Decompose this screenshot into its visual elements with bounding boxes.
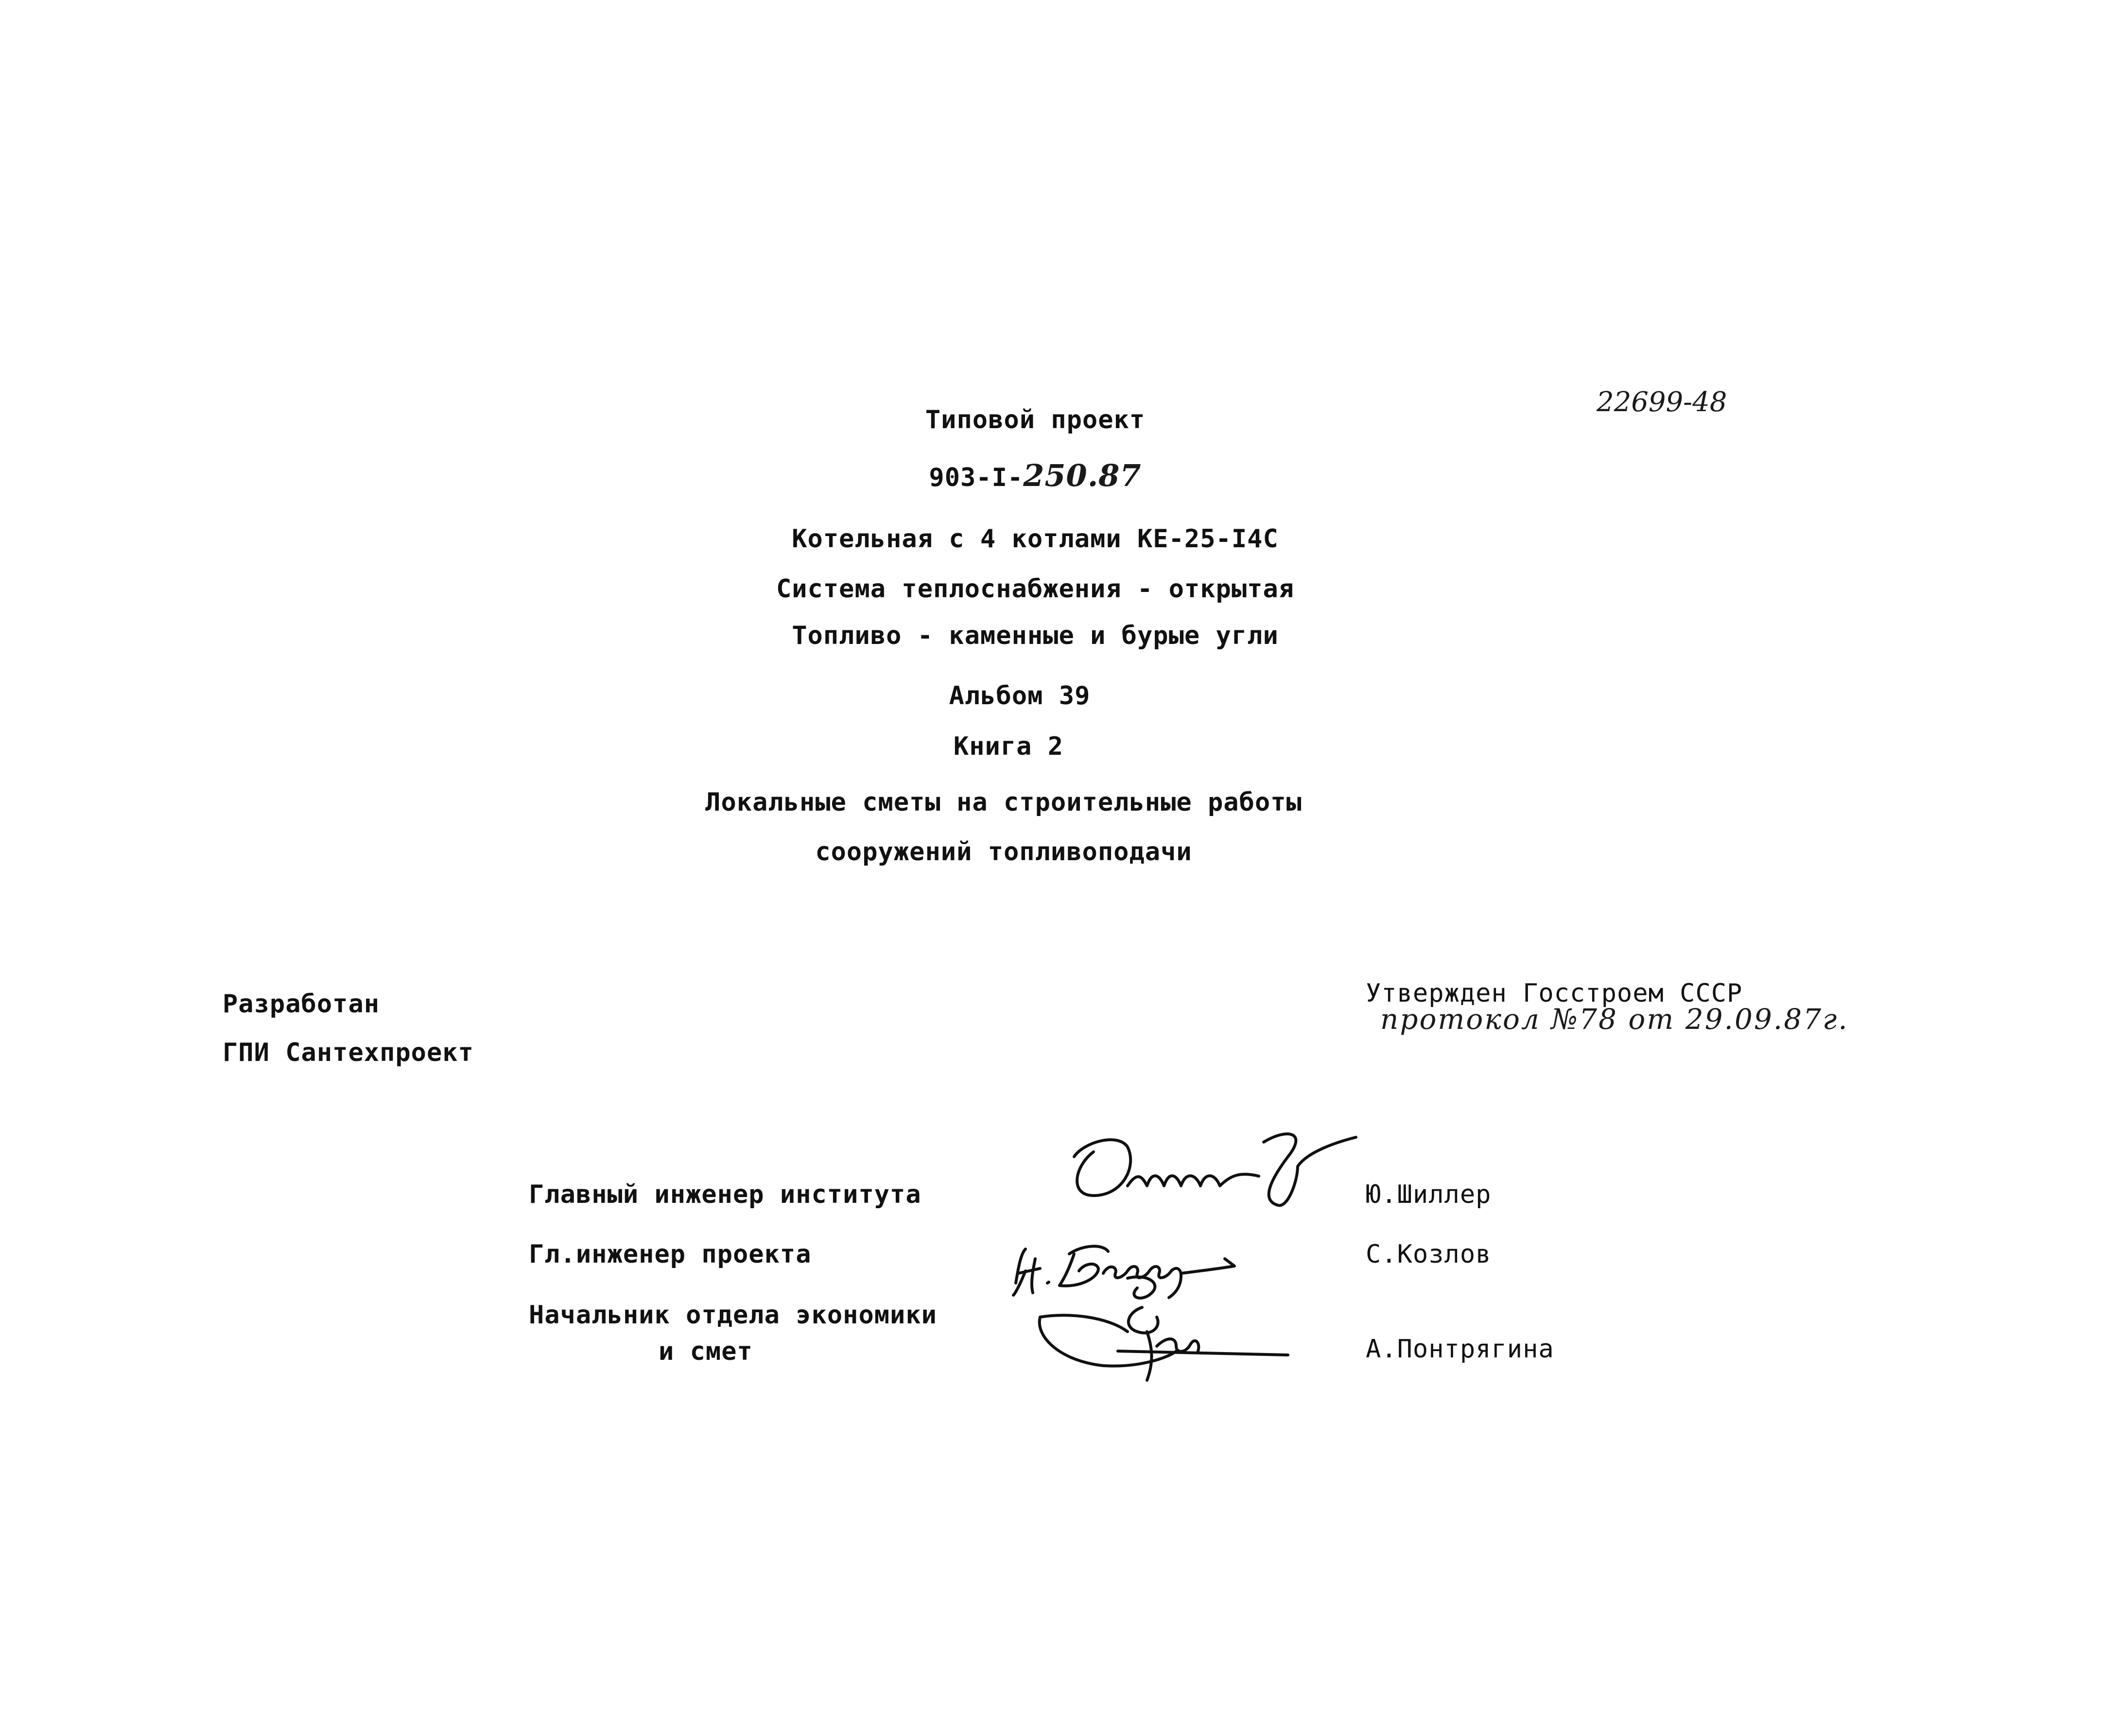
archive-number: 22699-48 — [1597, 386, 1727, 418]
approval-printed: Утвержден Госстроем СССР — [1366, 979, 1743, 1008]
signature-kozlov — [1006, 1225, 1317, 1302]
signatory-1-name: Ю.Шиллер — [1366, 1180, 1492, 1209]
subject-line-1: Локальные сметы на строительные работы — [705, 788, 1302, 817]
developer-label: Разработан — [223, 990, 380, 1019]
heating-system: Система теплоснабжения - открытая — [776, 574, 1295, 604]
fuel-type: Топливо - каменные и бурые угли — [792, 621, 1279, 650]
developer-organization: ГПИ Сантехпроект — [223, 1038, 474, 1067]
signatory-3-position-line1: Начальник отдела экономики — [529, 1301, 937, 1330]
project-code-printed: 903-I- — [929, 463, 1024, 492]
book-number: Книга 2 — [953, 732, 1064, 761]
signature-shiller — [1055, 1123, 1366, 1220]
album-number: Альбом 39 — [949, 681, 1091, 711]
subject-line-2: сооружений топливоподачи — [815, 837, 1192, 867]
project-code-handwritten: 250.87 — [1023, 458, 1142, 493]
object-title: Котельная с 4 котлами КЕ-25-I4С — [792, 524, 1279, 554]
project-type: Типовой проект — [925, 405, 1146, 434]
project-code — [929, 458, 1142, 493]
signatory-3-position-line2: и смет — [659, 1337, 753, 1366]
signatory-3-name: А.Понтрягина — [1366, 1335, 1554, 1364]
signature-pontryagina — [1030, 1298, 1303, 1385]
signatory-2-name: С.Козлов — [1366, 1240, 1492, 1269]
approval-handwritten: протокол №78 от 29.09.87г. — [1380, 1003, 1849, 1036]
signatory-2-position: Гл.инженер проекта — [529, 1240, 812, 1269]
signatory-1-position: Главный инженер института — [529, 1180, 921, 1209]
